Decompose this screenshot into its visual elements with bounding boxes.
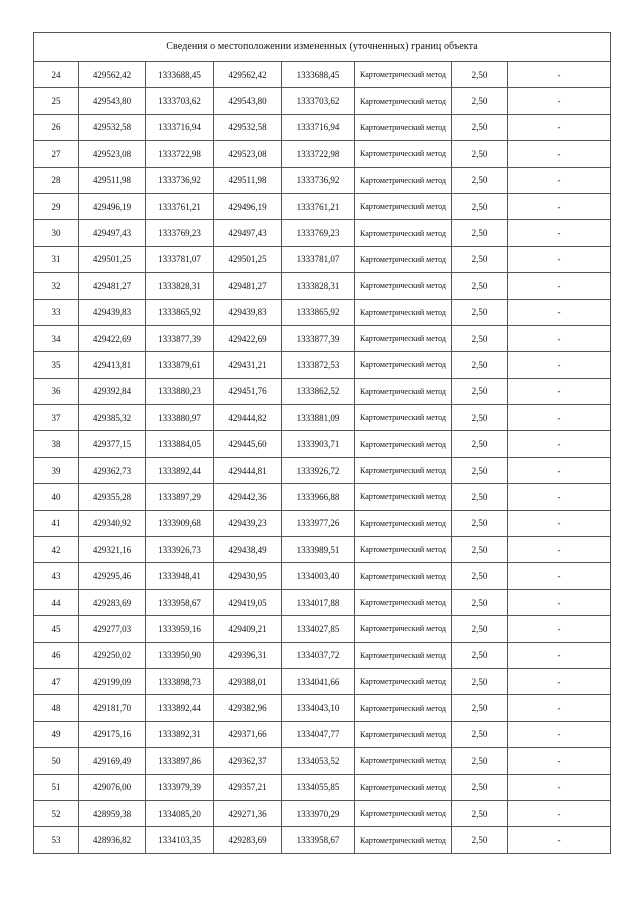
point-number-cell: 45 — [34, 616, 79, 642]
existing-x-cell: 429321,16 — [79, 537, 146, 563]
method-cell: Картометрический метод — [355, 88, 452, 114]
refined-x-cell: 429431,21 — [214, 352, 282, 378]
refined-x-cell: 429543,80 — [214, 88, 282, 114]
method-cell: Картометрический метод — [355, 457, 452, 483]
refined-x-cell: 429430,95 — [214, 563, 282, 589]
existing-x-cell: 428936,82 — [79, 827, 146, 853]
existing-y-cell: 1333761,21 — [146, 193, 214, 219]
note-cell: - — [508, 88, 611, 114]
table-row — [34, 695, 611, 721]
note-cell: - — [508, 141, 611, 167]
table-row — [34, 589, 611, 615]
boundary-table-sheet — [33, 32, 610, 854]
accuracy-cell: 2,50 — [452, 299, 508, 325]
accuracy-cell: 2,50 — [452, 325, 508, 351]
accuracy-cell: 2,50 — [452, 800, 508, 826]
existing-y-cell: 1333950,90 — [146, 642, 214, 668]
point-number-cell: 43 — [34, 563, 79, 589]
existing-x-cell: 429413,81 — [79, 352, 146, 378]
table-row — [34, 774, 611, 800]
existing-x-cell: 429362,73 — [79, 457, 146, 483]
refined-x-cell: 429422,69 — [214, 325, 282, 351]
note-cell: - — [508, 695, 611, 721]
refined-y-cell: 1334055,85 — [282, 774, 355, 800]
refined-y-cell: 1334043,10 — [282, 695, 355, 721]
refined-x-cell: 429362,37 — [214, 748, 282, 774]
existing-y-cell: 1333898,73 — [146, 668, 214, 694]
note-cell: - — [508, 352, 611, 378]
existing-x-cell: 429422,69 — [79, 325, 146, 351]
table-row — [34, 167, 611, 193]
existing-y-cell: 1333880,23 — [146, 378, 214, 404]
method-cell: Картометрический метод — [355, 405, 452, 431]
refined-x-cell: 429451,76 — [214, 378, 282, 404]
note-cell: - — [508, 325, 611, 351]
accuracy-cell: 2,50 — [452, 141, 508, 167]
refined-x-cell: 429419,05 — [214, 589, 282, 615]
point-number-cell: 28 — [34, 167, 79, 193]
refined-x-cell: 429532,58 — [214, 114, 282, 140]
refined-y-cell: 1333865,92 — [282, 299, 355, 325]
point-number-cell: 44 — [34, 589, 79, 615]
existing-y-cell: 1333828,31 — [146, 273, 214, 299]
existing-y-cell: 1333880,97 — [146, 405, 214, 431]
refined-x-cell: 429497,43 — [214, 220, 282, 246]
accuracy-cell: 2,50 — [452, 642, 508, 668]
refined-x-cell: 429409,21 — [214, 616, 282, 642]
existing-x-cell: 429543,80 — [79, 88, 146, 114]
method-cell: Картометрический метод — [355, 431, 452, 457]
note-cell: - — [508, 800, 611, 826]
existing-y-cell: 1334085,20 — [146, 800, 214, 826]
accuracy-cell: 2,50 — [452, 695, 508, 721]
refined-y-cell: 1333688,45 — [282, 62, 355, 88]
method-cell: Картометрический метод — [355, 114, 452, 140]
table-row — [34, 378, 611, 404]
existing-y-cell: 1333897,29 — [146, 484, 214, 510]
refined-y-cell: 1333966,88 — [282, 484, 355, 510]
table-row — [34, 88, 611, 114]
refined-x-cell: 429481,27 — [214, 273, 282, 299]
note-cell: - — [508, 774, 611, 800]
existing-y-cell: 1333736,92 — [146, 167, 214, 193]
note-cell: - — [508, 537, 611, 563]
accuracy-cell: 2,50 — [452, 62, 508, 88]
existing-y-cell: 1333909,68 — [146, 510, 214, 536]
accuracy-cell: 2,50 — [452, 193, 508, 219]
refined-y-cell: 1333926,72 — [282, 457, 355, 483]
refined-x-cell: 429388,01 — [214, 668, 282, 694]
method-cell: Картометрический метод — [355, 616, 452, 642]
method-cell: Картометрический метод — [355, 352, 452, 378]
note-cell: - — [508, 827, 611, 853]
accuracy-cell: 2,50 — [452, 405, 508, 431]
existing-x-cell: 429392,84 — [79, 378, 146, 404]
table-row — [34, 62, 611, 88]
refined-y-cell: 1334047,77 — [282, 721, 355, 747]
point-number-cell: 24 — [34, 62, 79, 88]
existing-y-cell: 1333892,44 — [146, 457, 214, 483]
accuracy-cell: 2,50 — [452, 378, 508, 404]
refined-y-cell: 1333703,62 — [282, 88, 355, 114]
point-number-cell: 49 — [34, 721, 79, 747]
boundary-table — [33, 32, 611, 854]
existing-x-cell: 429250,02 — [79, 642, 146, 668]
existing-x-cell: 429199,09 — [79, 668, 146, 694]
note-cell: - — [508, 457, 611, 483]
method-cell: Картометрический метод — [355, 800, 452, 826]
refined-x-cell: 429439,83 — [214, 299, 282, 325]
accuracy-cell: 2,50 — [452, 431, 508, 457]
accuracy-cell: 2,50 — [452, 537, 508, 563]
table-row — [34, 431, 611, 457]
existing-y-cell: 1333958,67 — [146, 589, 214, 615]
refined-x-cell: 429511,98 — [214, 167, 282, 193]
existing-x-cell: 429501,25 — [79, 246, 146, 272]
refined-y-cell: 1333716,94 — [282, 114, 355, 140]
method-cell: Картометрический метод — [355, 721, 452, 747]
point-number-cell: 48 — [34, 695, 79, 721]
point-number-cell: 52 — [34, 800, 79, 826]
refined-y-cell: 1333989,51 — [282, 537, 355, 563]
table-row — [34, 352, 611, 378]
point-number-cell: 39 — [34, 457, 79, 483]
refined-x-cell: 429523,08 — [214, 141, 282, 167]
method-cell: Картометрический метод — [355, 563, 452, 589]
point-number-cell: 50 — [34, 748, 79, 774]
accuracy-cell: 2,50 — [452, 563, 508, 589]
accuracy-cell: 2,50 — [452, 167, 508, 193]
existing-y-cell: 1333897,86 — [146, 748, 214, 774]
refined-x-cell: 429496,19 — [214, 193, 282, 219]
existing-x-cell: 429355,28 — [79, 484, 146, 510]
accuracy-cell: 2,50 — [452, 748, 508, 774]
point-number-cell: 37 — [34, 405, 79, 431]
method-cell: Картометрический метод — [355, 325, 452, 351]
existing-y-cell: 1333716,94 — [146, 114, 214, 140]
method-cell: Картометрический метод — [355, 668, 452, 694]
note-cell: - — [508, 510, 611, 536]
existing-x-cell: 429511,98 — [79, 167, 146, 193]
refined-x-cell: 429562,42 — [214, 62, 282, 88]
table-row — [34, 668, 611, 694]
refined-y-cell: 1334037,72 — [282, 642, 355, 668]
existing-y-cell: 1333877,39 — [146, 325, 214, 351]
note-cell: - — [508, 431, 611, 457]
table-row — [34, 563, 611, 589]
method-cell: Картометрический метод — [355, 695, 452, 721]
existing-y-cell: 1333948,41 — [146, 563, 214, 589]
refined-x-cell: 429444,81 — [214, 457, 282, 483]
method-cell: Картометрический метод — [355, 537, 452, 563]
refined-y-cell: 1333958,67 — [282, 827, 355, 853]
refined-y-cell: 1333761,21 — [282, 193, 355, 219]
note-cell: - — [508, 246, 611, 272]
point-number-cell: 36 — [34, 378, 79, 404]
refined-y-cell: 1333872,53 — [282, 352, 355, 378]
note-cell: - — [508, 378, 611, 404]
method-cell: Картометрический метод — [355, 589, 452, 615]
table-row — [34, 114, 611, 140]
existing-x-cell: 429295,46 — [79, 563, 146, 589]
existing-x-cell: 429340,92 — [79, 510, 146, 536]
note-cell: - — [508, 616, 611, 642]
existing-x-cell: 429523,08 — [79, 141, 146, 167]
existing-y-cell: 1333884,05 — [146, 431, 214, 457]
method-cell: Картометрический метод — [355, 748, 452, 774]
existing-y-cell: 1333703,62 — [146, 88, 214, 114]
point-number-cell: 42 — [34, 537, 79, 563]
point-number-cell: 51 — [34, 774, 79, 800]
point-number-cell: 47 — [34, 668, 79, 694]
existing-x-cell: 429497,43 — [79, 220, 146, 246]
table-row — [34, 193, 611, 219]
method-cell: Картометрический метод — [355, 246, 452, 272]
refined-x-cell: 429283,69 — [214, 827, 282, 853]
method-cell: Картометрический метод — [355, 141, 452, 167]
refined-y-cell: 1333877,39 — [282, 325, 355, 351]
refined-y-cell: 1333881,09 — [282, 405, 355, 431]
table-row — [34, 457, 611, 483]
point-number-cell: 53 — [34, 827, 79, 853]
existing-y-cell: 1333688,45 — [146, 62, 214, 88]
table-row — [34, 141, 611, 167]
point-number-cell: 25 — [34, 88, 79, 114]
point-number-cell: 27 — [34, 141, 79, 167]
method-cell: Картометрический метод — [355, 299, 452, 325]
accuracy-cell: 2,50 — [452, 273, 508, 299]
method-cell: Картометрический метод — [355, 484, 452, 510]
accuracy-cell: 2,50 — [452, 668, 508, 694]
point-number-cell: 35 — [34, 352, 79, 378]
refined-y-cell: 1334003,40 — [282, 563, 355, 589]
accuracy-cell: 2,50 — [452, 220, 508, 246]
method-cell: Картометрический метод — [355, 220, 452, 246]
accuracy-cell: 2,50 — [452, 774, 508, 800]
refined-y-cell: 1333862,52 — [282, 378, 355, 404]
accuracy-cell: 2,50 — [452, 616, 508, 642]
refined-x-cell: 429438,49 — [214, 537, 282, 563]
method-cell: Картометрический метод — [355, 273, 452, 299]
table-row — [34, 800, 611, 826]
refined-y-cell: 1333781,07 — [282, 246, 355, 272]
existing-x-cell: 429481,27 — [79, 273, 146, 299]
point-number-cell: 41 — [34, 510, 79, 536]
existing-x-cell: 429439,83 — [79, 299, 146, 325]
accuracy-cell: 2,50 — [452, 721, 508, 747]
point-number-cell: 26 — [34, 114, 79, 140]
note-cell: - — [508, 273, 611, 299]
refined-x-cell: 429396,31 — [214, 642, 282, 668]
method-cell: Картометрический метод — [355, 62, 452, 88]
point-number-cell: 31 — [34, 246, 79, 272]
point-number-cell: 30 — [34, 220, 79, 246]
existing-y-cell: 1333722,98 — [146, 141, 214, 167]
existing-y-cell: 1333892,31 — [146, 721, 214, 747]
accuracy-cell: 2,50 — [452, 352, 508, 378]
accuracy-cell: 2,50 — [452, 114, 508, 140]
existing-x-cell: 429283,69 — [79, 589, 146, 615]
method-cell: Картометрический метод — [355, 642, 452, 668]
refined-y-cell: 1334053,52 — [282, 748, 355, 774]
existing-x-cell: 429175,16 — [79, 721, 146, 747]
refined-x-cell: 429501,25 — [214, 246, 282, 272]
accuracy-cell: 2,50 — [452, 246, 508, 272]
refined-x-cell: 429371,66 — [214, 721, 282, 747]
refined-y-cell: 1333736,92 — [282, 167, 355, 193]
method-cell: Картометрический метод — [355, 167, 452, 193]
note-cell: - — [508, 484, 611, 510]
existing-y-cell: 1334103,35 — [146, 827, 214, 853]
refined-x-cell: 429445,60 — [214, 431, 282, 457]
note-cell: - — [508, 193, 611, 219]
existing-y-cell: 1333879,61 — [146, 352, 214, 378]
refined-x-cell: 429382,96 — [214, 695, 282, 721]
refined-x-cell: 429444,82 — [214, 405, 282, 431]
refined-x-cell: 429442,36 — [214, 484, 282, 510]
refined-x-cell: 429357,21 — [214, 774, 282, 800]
point-number-cell: 46 — [34, 642, 79, 668]
point-number-cell: 32 — [34, 273, 79, 299]
note-cell: - — [508, 748, 611, 774]
existing-y-cell: 1333892,44 — [146, 695, 214, 721]
table-row — [34, 827, 611, 853]
method-cell: Картометрический метод — [355, 193, 452, 219]
table-row — [34, 537, 611, 563]
note-cell: - — [508, 299, 611, 325]
existing-y-cell: 1333781,07 — [146, 246, 214, 272]
note-cell: - — [508, 563, 611, 589]
note-cell: - — [508, 668, 611, 694]
point-number-cell: 38 — [34, 431, 79, 457]
note-cell: - — [508, 589, 611, 615]
table-row — [34, 748, 611, 774]
table-row — [34, 325, 611, 351]
existing-y-cell: 1333865,92 — [146, 299, 214, 325]
point-number-cell: 34 — [34, 325, 79, 351]
existing-y-cell: 1333959,16 — [146, 616, 214, 642]
existing-x-cell: 429076,00 — [79, 774, 146, 800]
existing-x-cell: 429181,70 — [79, 695, 146, 721]
table-row — [34, 616, 611, 642]
existing-y-cell: 1333769,23 — [146, 220, 214, 246]
table-row — [34, 510, 611, 536]
existing-x-cell: 429532,58 — [79, 114, 146, 140]
refined-y-cell: 1334017,88 — [282, 589, 355, 615]
table-row — [34, 721, 611, 747]
note-cell: - — [508, 220, 611, 246]
refined-y-cell: 1333769,23 — [282, 220, 355, 246]
note-cell: - — [508, 62, 611, 88]
accuracy-cell: 2,50 — [452, 88, 508, 114]
table-row — [34, 299, 611, 325]
note-cell: - — [508, 167, 611, 193]
table-row — [34, 220, 611, 246]
method-cell: Картометрический метод — [355, 827, 452, 853]
refined-y-cell: 1334041,66 — [282, 668, 355, 694]
accuracy-cell: 2,50 — [452, 589, 508, 615]
table-row — [34, 405, 611, 431]
note-cell: - — [508, 642, 611, 668]
accuracy-cell: 2,50 — [452, 827, 508, 853]
point-number-cell: 40 — [34, 484, 79, 510]
note-cell: - — [508, 721, 611, 747]
existing-x-cell: 429169,49 — [79, 748, 146, 774]
refined-y-cell: 1333828,31 — [282, 273, 355, 299]
existing-x-cell: 429377,15 — [79, 431, 146, 457]
refined-y-cell: 1333722,98 — [282, 141, 355, 167]
refined-y-cell: 1333970,29 — [282, 800, 355, 826]
point-number-cell: 29 — [34, 193, 79, 219]
method-cell: Картометрический метод — [355, 774, 452, 800]
table-row — [34, 642, 611, 668]
existing-y-cell: 1333979,39 — [146, 774, 214, 800]
refined-y-cell: 1333977,26 — [282, 510, 355, 536]
existing-x-cell: 429385,32 — [79, 405, 146, 431]
existing-x-cell: 429562,42 — [79, 62, 146, 88]
table-title: Сведения о местоположении измененных (уточненных) границ объекта — [34, 33, 611, 62]
table-row — [34, 246, 611, 272]
table-row — [34, 484, 611, 510]
refined-y-cell: 1334027,85 — [282, 616, 355, 642]
point-number-cell: 33 — [34, 299, 79, 325]
method-cell: Картометрический метод — [355, 378, 452, 404]
method-cell: Картометрический метод — [355, 510, 452, 536]
accuracy-cell: 2,50 — [452, 484, 508, 510]
existing-x-cell: 429496,19 — [79, 193, 146, 219]
note-cell: - — [508, 114, 611, 140]
table-title-row — [34, 33, 611, 62]
accuracy-cell: 2,50 — [452, 457, 508, 483]
existing-x-cell: 429277,03 — [79, 616, 146, 642]
note-cell: - — [508, 405, 611, 431]
table-row — [34, 273, 611, 299]
refined-x-cell: 429439,23 — [214, 510, 282, 536]
refined-y-cell: 1333903,71 — [282, 431, 355, 457]
existing-x-cell: 428959,38 — [79, 800, 146, 826]
accuracy-cell: 2,50 — [452, 510, 508, 536]
existing-y-cell: 1333926,73 — [146, 537, 214, 563]
refined-x-cell: 429271,36 — [214, 800, 282, 826]
